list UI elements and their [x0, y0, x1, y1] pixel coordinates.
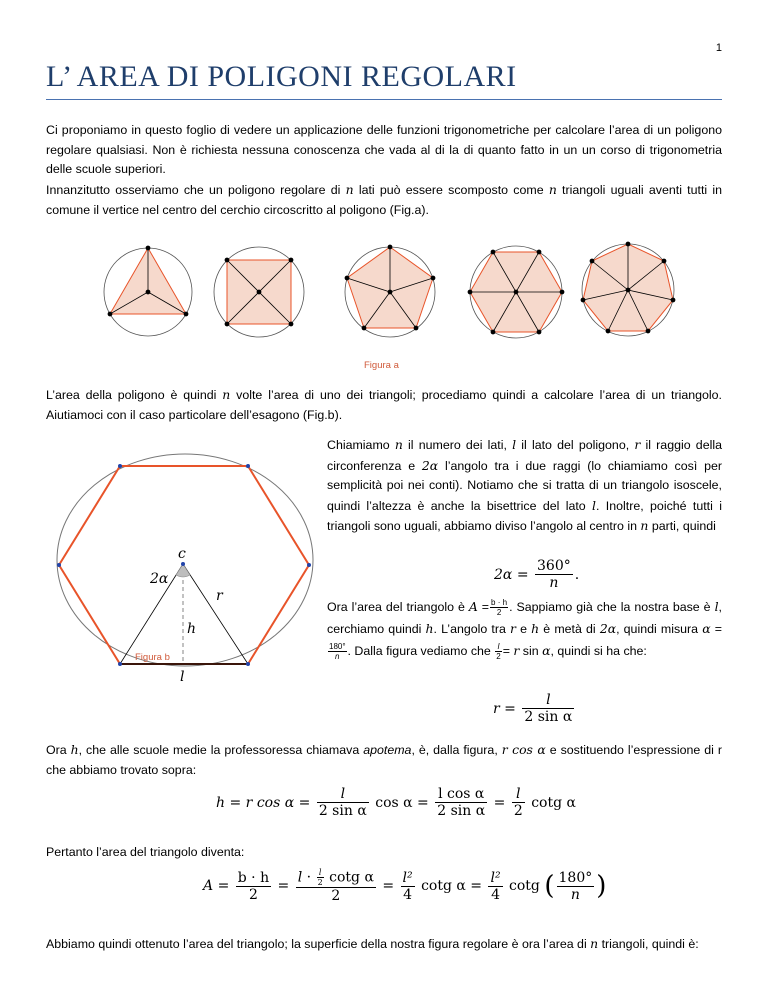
hexagon-polygon — [468, 246, 564, 338]
figure-a — [100, 242, 680, 342]
triangle-polygon — [104, 246, 192, 336]
area-paragraph: Ora l’area del triangolo è A = $\frac{b \cdot h}{2}$ . Sappiamo già che la nostra base è l, cerchiamo quindi h. L’angolo tra r e h è metà di 2α, quindi misura α = $\frac{180^\circ}{n}$ . Dalla figura vediamo che $\frac{l}{2}$ = r sin α, quindi si ha che: — [327, 598, 722, 662]
label-c: c — [178, 546, 186, 562]
final-paragraph: Abbiamo quindi ottenuto l’area del triangolo; la superficie della nostra figura regolare è ora l’area di n triangoli, quindi è: — [46, 936, 699, 951]
title-rule — [46, 99, 722, 100]
figure-a-caption: Figura a — [364, 360, 399, 371]
intro-paragraph: Ci proponiamo in questo foglio di vedere un applicazione delle funzioni trigonometriche per calcolare l’area di un poligono regolare qualsiasi. Non è richiesta nessuna conoscenza che vada al di la di quanto fatto in un un corso di trigonometria delle scuole superiori. — [46, 123, 722, 176]
square-polygon — [214, 247, 304, 337]
paragraph-decomposition: Innanzitutto osserviamo che un poligono regolare di n lati può essere scomposto come n triangoli uguali aventi tutti in comune il vertice nel centro del cerchio circoscritto al poligono (Fig.a). — [46, 182, 723, 217]
label-l: l — [180, 669, 185, 685]
equation-angle: 2α = $\frac{360^\circ}{n}$ . — [494, 558, 580, 591]
label-2alpha: 2α — [150, 571, 169, 587]
equation-radius: r = $\frac{l}{\text{2 sin α}}$ — [493, 692, 573, 725]
label-r: r — [216, 588, 223, 604]
figure-b-caption: Figura b — [135, 652, 170, 663]
right-paragraph: Chiamiamo n il numero dei lati, l il lato del poligono, r il raggio della circonferenza e 2α l’angolo tra i due raggi (lo chiamiamo così per semplicità poi nei conti). Notiamo che si tratta di un triangolo isoscele, quindi l’altezza è anche la bisettrice del lato l. Inoltre, poiché tutti i triangoli sono uguali, abbiamo diviso l’angolo al centro in n parti, quindi — [327, 437, 722, 533]
pentagon-polygon — [345, 245, 435, 337]
equation-apothem: h = r cos α = $\frac{l}{\text{2 sin α}}$ cos α = $\frac{\text{l cos α}}{\text{2 sin α}}$ = $\frac{l}{2}$ cotg α — [216, 786, 576, 819]
figure-b — [46, 448, 316, 685]
equation-area: A = $\frac{b \cdot h}{2}$ = l · $\frac{l}{2}$ cotg α 2 = $\frac{\text{l²}}{4}$ cotg α = $\frac{\text{l²}}{4}$ cotg ( $\frac{180^\circ}{n}$ ) — [203, 868, 607, 904]
apothem-paragraph: Ora h, che alle scuole medie la professoressa chiamava apotema, è, dalla figura, r cos α e sostituendo l’espressione di r che abbiamo trovato sopra: — [46, 742, 722, 777]
page-title: L’ AREA DI POLIGONI REGOLARI — [46, 60, 517, 93]
label-h: h — [187, 621, 197, 637]
paragraph-area-intro: L’area della poligono è quindi n volte l’area di uno dei triangoli; procediamo quindi a calcolare l’area di un triangolo. Aiutiamoci con il caso particolare dell’esagono (Fig.b). — [46, 387, 722, 422]
page-number: 1 — [715, 42, 722, 54]
pertanto-text: Pertanto l’area del triangolo diventa: — [46, 845, 245, 859]
heptagon-polygon — [581, 242, 675, 336]
